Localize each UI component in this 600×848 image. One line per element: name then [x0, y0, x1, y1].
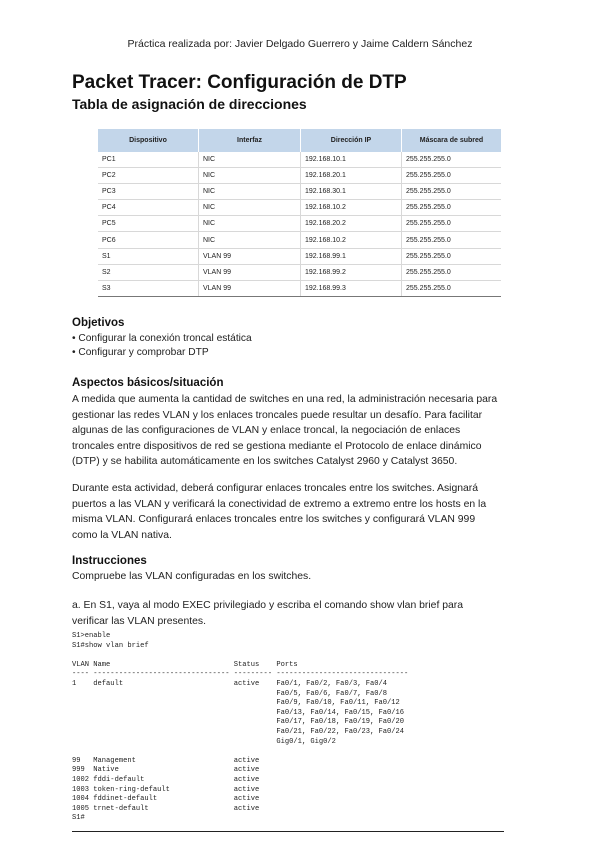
cli-line: Gig0/1, Gig0/2	[72, 737, 336, 746]
cli-line: Fa0/5, Fa0/6, Fa0/7, Fa0/8	[72, 689, 388, 698]
table-cell: 192.168.99.2	[301, 264, 402, 280]
table-cell: S2	[98, 264, 199, 280]
cli-output	[72, 632, 408, 824]
text-line: (DTP) y se habilita automáticamente en los switches Catalyst 2960 y Catalyst 3650.	[72, 456, 458, 468]
table-row	[98, 152, 501, 168]
cli-line	[72, 651, 408, 661]
background-paragraph-1	[72, 392, 532, 470]
table-cell: VLAN 99	[199, 248, 301, 264]
text-line: como la VLAN nativa.	[72, 529, 172, 541]
cli-line: 1 default active Fa0/1, Fa0/2, Fa0/3, Fa0/4	[72, 679, 388, 688]
objectives-heading: Objetivos	[72, 317, 125, 329]
table-cell: S3	[98, 280, 199, 296]
table-header-row	[98, 129, 501, 152]
table-cell: VLAN 99	[199, 264, 301, 280]
table-row	[98, 184, 501, 200]
text-line: gestionar las redes VLAN y los enlaces troncales puede resultar un desafío. Para facilitar	[72, 409, 483, 421]
table-cell: 255.255.255.0	[402, 216, 502, 232]
document-title: Packet Tracer: Configuración de DTP	[72, 72, 407, 93]
column-header: Dirección IP	[301, 129, 402, 152]
table-row	[98, 248, 501, 264]
table-cell: PC4	[98, 200, 199, 216]
table-cell: 255.255.255.0	[402, 184, 502, 200]
code-block-rule	[72, 831, 504, 832]
table-row	[98, 200, 501, 216]
table-row	[98, 232, 501, 248]
table-row	[98, 280, 501, 296]
column-header: Dispositivo	[98, 129, 199, 152]
page-header: Práctica realizada por: Javier Delgado Guerrero y Jaime Caldern Sánchez	[127, 38, 473, 50]
table-cell: VLAN 99	[199, 280, 301, 296]
address-table	[98, 129, 501, 297]
cli-line: ---- -------------------------------- --------- -------------------------------	[72, 670, 409, 679]
cli-line: 1004 fddinet-default active	[72, 795, 260, 804]
step-a-text	[72, 598, 532, 629]
text-line: troncales entre dispositivos de red se gestiona mediante el Protocolo de enlace dinámico	[72, 440, 482, 452]
table-cell: 192.168.99.1	[301, 248, 402, 264]
text-line: misma VLAN. Configurará enlaces troncales entre los switches y configurará VLAN 999	[72, 514, 476, 526]
table-cell: 255.255.255.0	[402, 248, 502, 264]
column-header: Interfaz	[199, 129, 301, 152]
cli-line: Fa0/17, Fa0/18, Fa0/19, Fa0/20	[72, 718, 405, 727]
table-cell: PC2	[98, 168, 199, 184]
table-cell: 255.255.255.0	[402, 200, 502, 216]
table-cell: S1	[98, 248, 199, 264]
cli-line	[72, 747, 408, 757]
list-item: • Configurar y comprobar DTP	[72, 347, 209, 358]
table-cell: NIC	[199, 168, 301, 184]
background-heading: Aspectos básicos/situación	[72, 377, 224, 389]
table-cell: 192.168.20.2	[301, 216, 402, 232]
section-title-address-table: Tabla de asignación de direcciones	[72, 96, 307, 112]
table-cell: 255.255.255.0	[402, 232, 502, 248]
table-row	[98, 216, 501, 232]
table-cell: 255.255.255.0	[402, 168, 502, 184]
cli-line: 1002 fddi-default active	[72, 775, 260, 784]
table-cell: NIC	[199, 200, 301, 216]
table-cell: 192.168.20.1	[301, 168, 402, 184]
instructions-heading: Instrucciones	[72, 555, 147, 567]
cli-line: 99 Management active	[72, 756, 260, 765]
text-line: Durante esta actividad, deberá configurar enlaces troncales entre los switches. Asignará	[72, 483, 479, 494]
cli-line: Fa0/13, Fa0/14, Fa0/15, Fa0/16	[72, 708, 405, 717]
table-cell: 255.255.255.0	[402, 280, 502, 296]
table-row	[98, 168, 501, 184]
cli-line: S1#	[72, 814, 85, 823]
cli-line: 1003 token-ring-default active	[72, 785, 260, 794]
column-header: Máscara de subred	[402, 129, 502, 152]
cli-line: Fa0/21, Fa0/22, Fa0/23, Fa0/24	[72, 727, 405, 736]
table-cell: NIC	[199, 152, 301, 168]
background-paragraph-2	[72, 481, 532, 543]
table-cell: 255.255.255.0	[402, 152, 502, 168]
text-line: verificar las VLAN presentes.	[72, 615, 206, 627]
instructions-intro: Compruebe las VLAN configuradas en los switches.	[72, 571, 312, 582]
cli-line: Fa0/9, Fa0/10, Fa0/11, Fa0/12	[72, 699, 400, 708]
table-cell: 255.255.255.0	[402, 264, 502, 280]
text-line: a. En S1, vaya al modo EXEC privilegiado y escriba el comando show vlan brief para	[72, 600, 464, 611]
table-cell: PC3	[98, 184, 199, 200]
table-cell: PC5	[98, 216, 199, 232]
table-cell: 192.168.99.3	[301, 280, 402, 296]
table-cell: 192.168.10.2	[301, 200, 402, 216]
table-cell: NIC	[199, 184, 301, 200]
cli-line: S1#show vlan brief	[72, 641, 149, 650]
list-item: • Configurar la conexión troncal estática	[72, 333, 252, 344]
table-cell: PC1	[98, 152, 199, 168]
table-cell: NIC	[199, 216, 301, 232]
table-cell: 192.168.10.2	[301, 232, 402, 248]
text-line: puertos a las VLAN y verificará la conectividad de extremo a extremo entre los hosts en la	[72, 498, 487, 510]
table-cell: 192.168.10.1	[301, 152, 402, 168]
cli-line: VLAN Name Status Ports	[72, 660, 298, 669]
cli-line: S1>enable	[72, 632, 111, 640]
table-cell: 192.168.30.1	[301, 184, 402, 200]
cli-line: 1005 trnet-default active	[72, 804, 260, 813]
table-row	[98, 264, 501, 280]
text-line: A medida que aumenta la cantidad de switches en una red, la administración necesaria para	[72, 394, 498, 405]
table-cell: NIC	[199, 232, 301, 248]
cli-line: 999 Native active	[72, 766, 260, 775]
text-line: algunas de las configuraciones de VLAN y enlace troncal, la negociación de enlaces	[72, 425, 461, 437]
table-cell: PC6	[98, 232, 199, 248]
